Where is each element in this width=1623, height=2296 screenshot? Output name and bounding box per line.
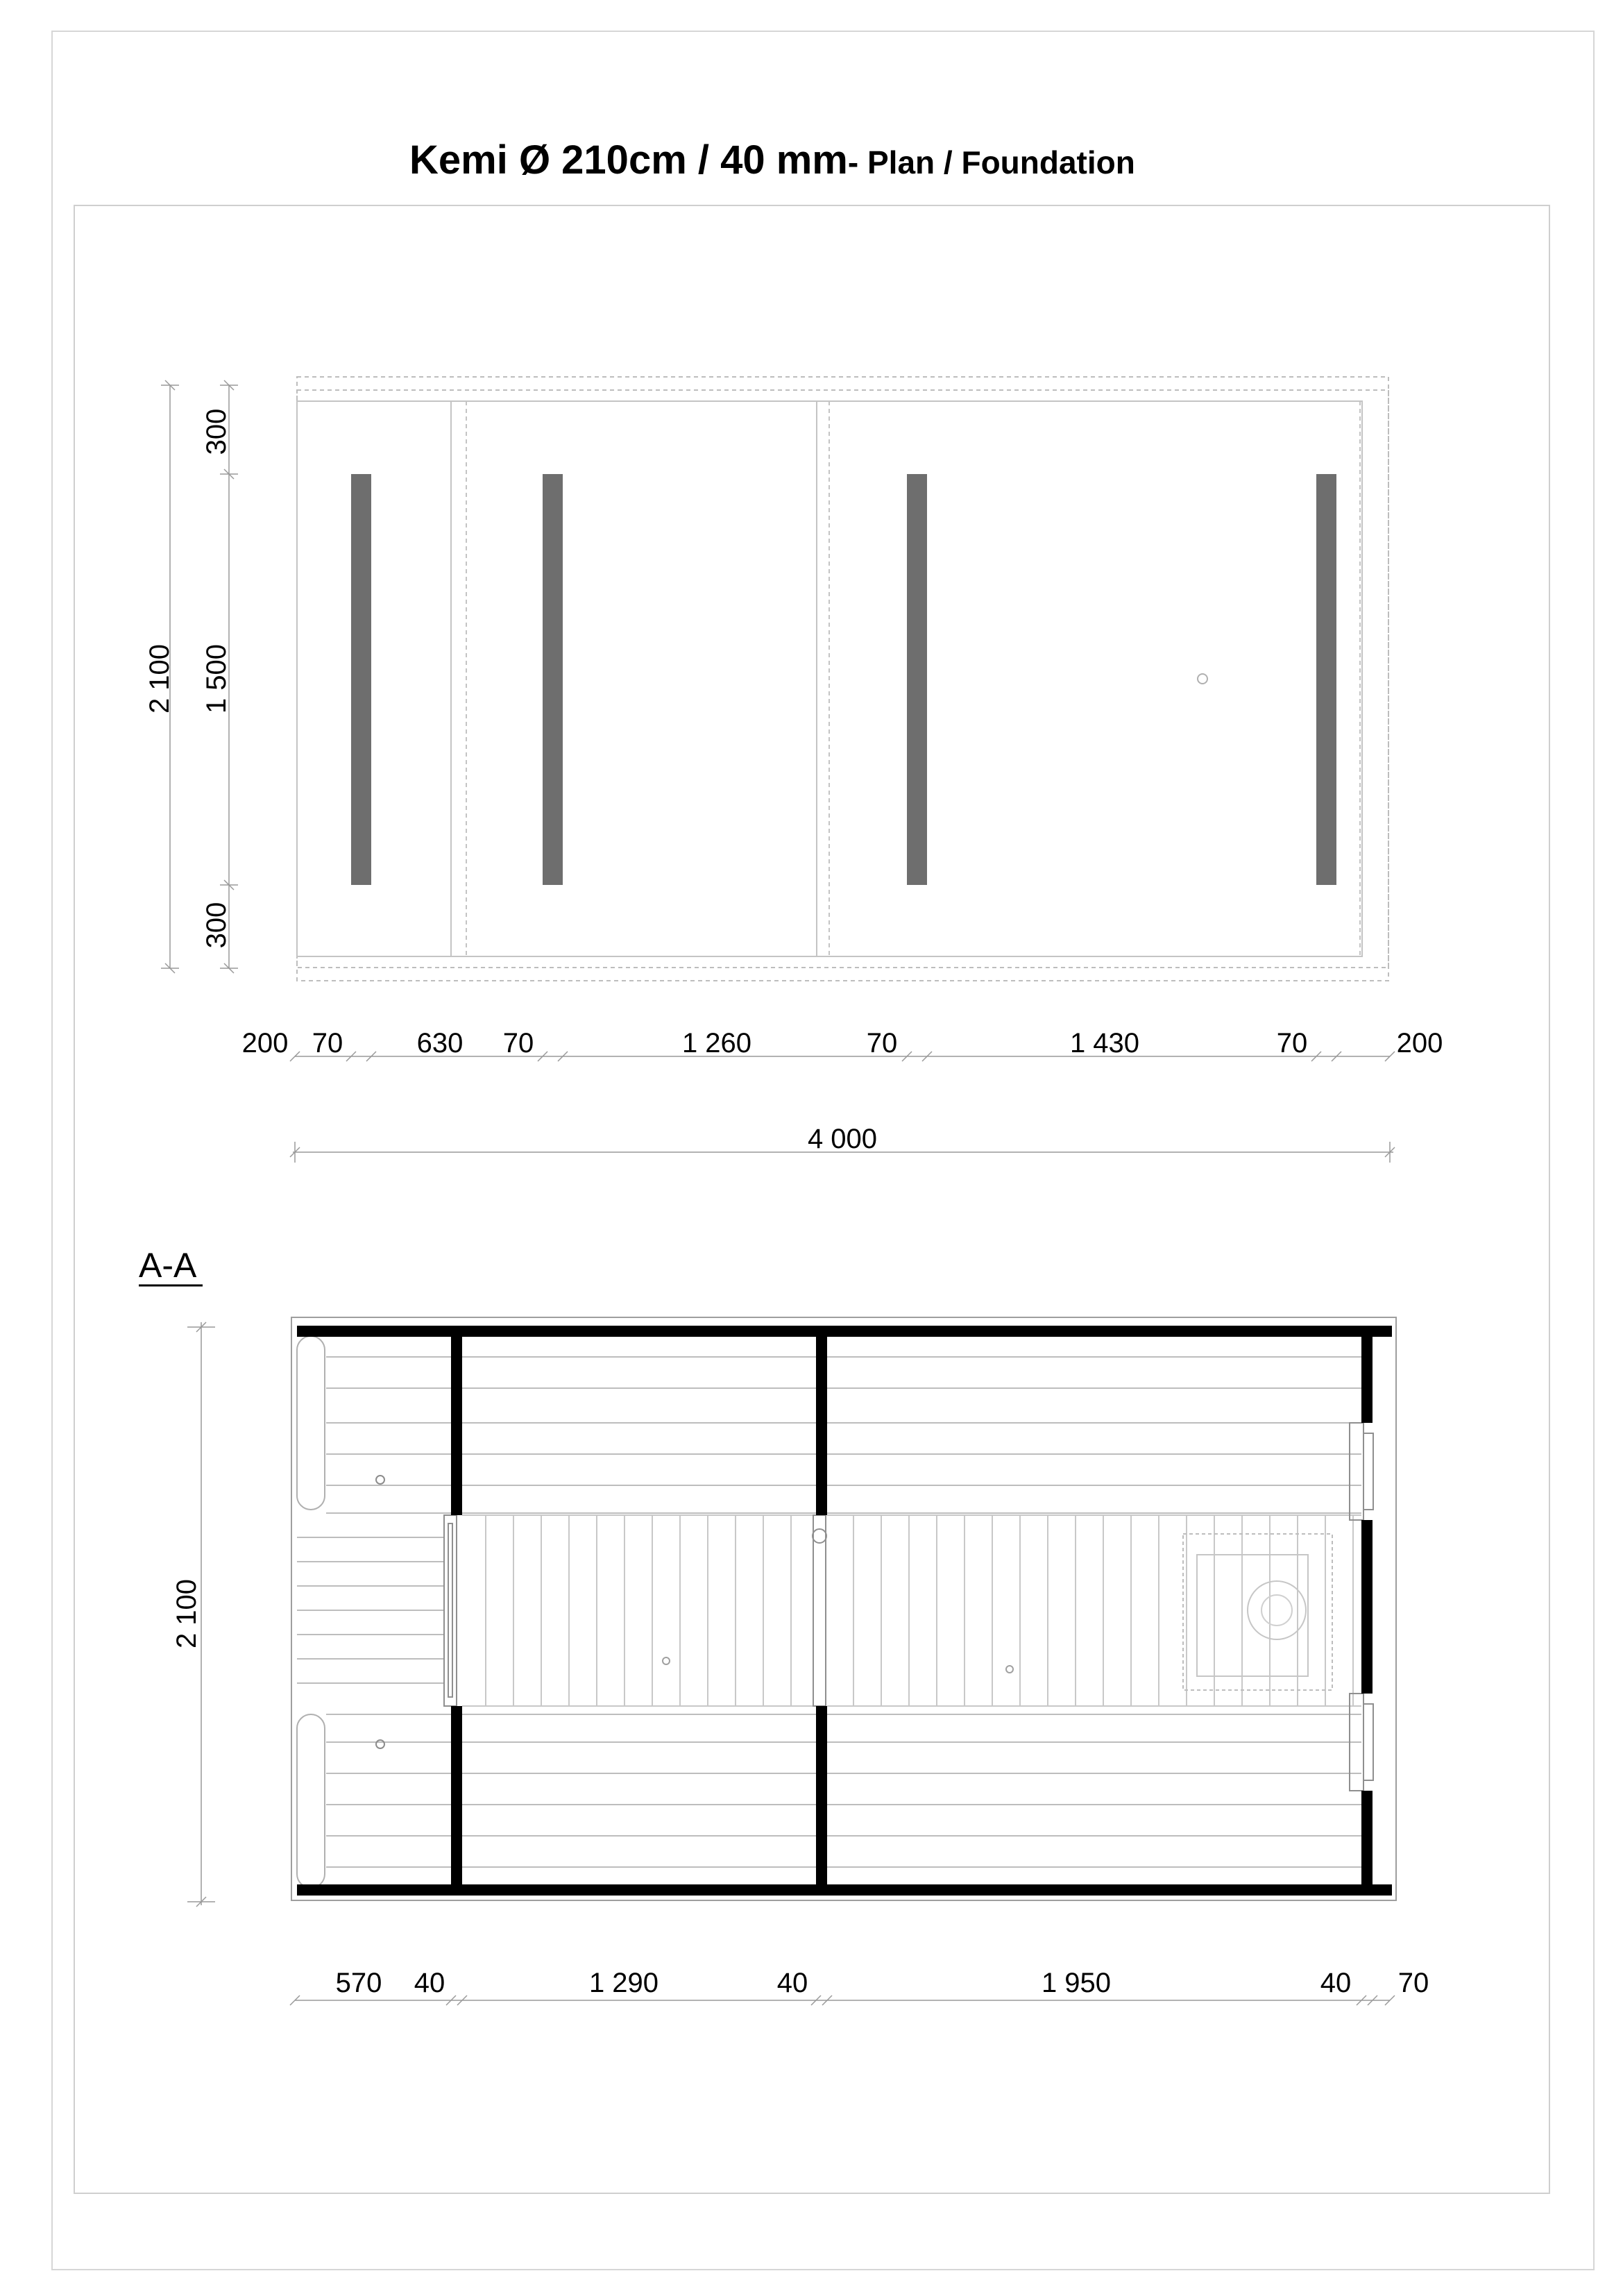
title-main: Kemi Ø 210cm / 40 mm: [409, 137, 848, 183]
foundation-beam-2: [543, 474, 563, 885]
left-bench-bottom: [297, 1714, 325, 1888]
dim-h-7: 70: [1276, 1028, 1308, 1058]
foundation-beam-3: [907, 474, 927, 885]
section-dim-4: 1 950: [1041, 1968, 1112, 1998]
section-a-a: [139, 1246, 1429, 2005]
section-dim-1: 40: [414, 1968, 445, 1998]
dim-h-3: 70: [502, 1028, 534, 1058]
foundation-beam-1: [351, 474, 371, 885]
fixture-marker-1: [376, 1476, 384, 1484]
dim-h-4: 1 260: [681, 1028, 752, 1058]
wall-right-top: [1361, 1326, 1373, 1423]
floor-slats: [462, 1515, 1361, 1706]
foundation-outline-outer: [297, 377, 1388, 981]
dim-section-height: 2 100: [171, 1578, 202, 1649]
dim-h-0: 200: [241, 1028, 289, 1058]
door-frame-left: [444, 1515, 457, 1706]
dim-h-6: 1 430: [1069, 1028, 1140, 1058]
walls: [297, 1326, 1392, 1896]
fixture-marker-2: [376, 1740, 384, 1748]
section-dim-6: 70: [1397, 1968, 1429, 1998]
dim-h-8: 200: [1396, 1028, 1443, 1058]
dim-top-offset: 300: [201, 408, 232, 455]
wall-partition-1-bottom: [451, 1706, 462, 1896]
dim-h-5: 70: [866, 1028, 898, 1058]
wall-partition-1-top: [451, 1326, 462, 1515]
window-top-right: [1350, 1423, 1373, 1520]
section-dim-0: 570: [335, 1968, 382, 1998]
foundation-plan: [144, 377, 1443, 1163]
dim-beam-length: 1 500: [201, 643, 232, 714]
wall-right-middle: [1361, 1520, 1373, 1694]
title-sub: - Plan / Foundation: [847, 144, 1135, 180]
wall-right-bottom: [1361, 1791, 1373, 1896]
wall-partition-2-bottom: [816, 1706, 827, 1896]
dim-h-2: 630: [416, 1028, 464, 1058]
wall-partition-2-top: [816, 1326, 827, 1515]
section-dim-2: 1 290: [588, 1968, 659, 1998]
stove: [1183, 1534, 1332, 1690]
section-dim-3: 40: [776, 1968, 808, 1998]
fixture-marker-4: [1006, 1666, 1013, 1673]
page-title: [409, 137, 1135, 183]
left-bench-top: [297, 1336, 325, 1510]
foundation-outline-inner: [297, 390, 1388, 968]
dim-overall-width: 4 000: [807, 1124, 878, 1154]
drain-marker: [1198, 674, 1207, 684]
dim-bottom-offset: 300: [201, 902, 232, 949]
dim-h-1: 70: [312, 1028, 343, 1058]
fixture-marker-3: [663, 1657, 670, 1664]
section-dim-5: 40: [1320, 1968, 1352, 1998]
foundation-beam-4: [1316, 474, 1336, 885]
dim-total-height: 2 100: [144, 643, 175, 714]
section-label: A-A: [139, 1246, 197, 1285]
door-frame-middle: [813, 1515, 826, 1706]
